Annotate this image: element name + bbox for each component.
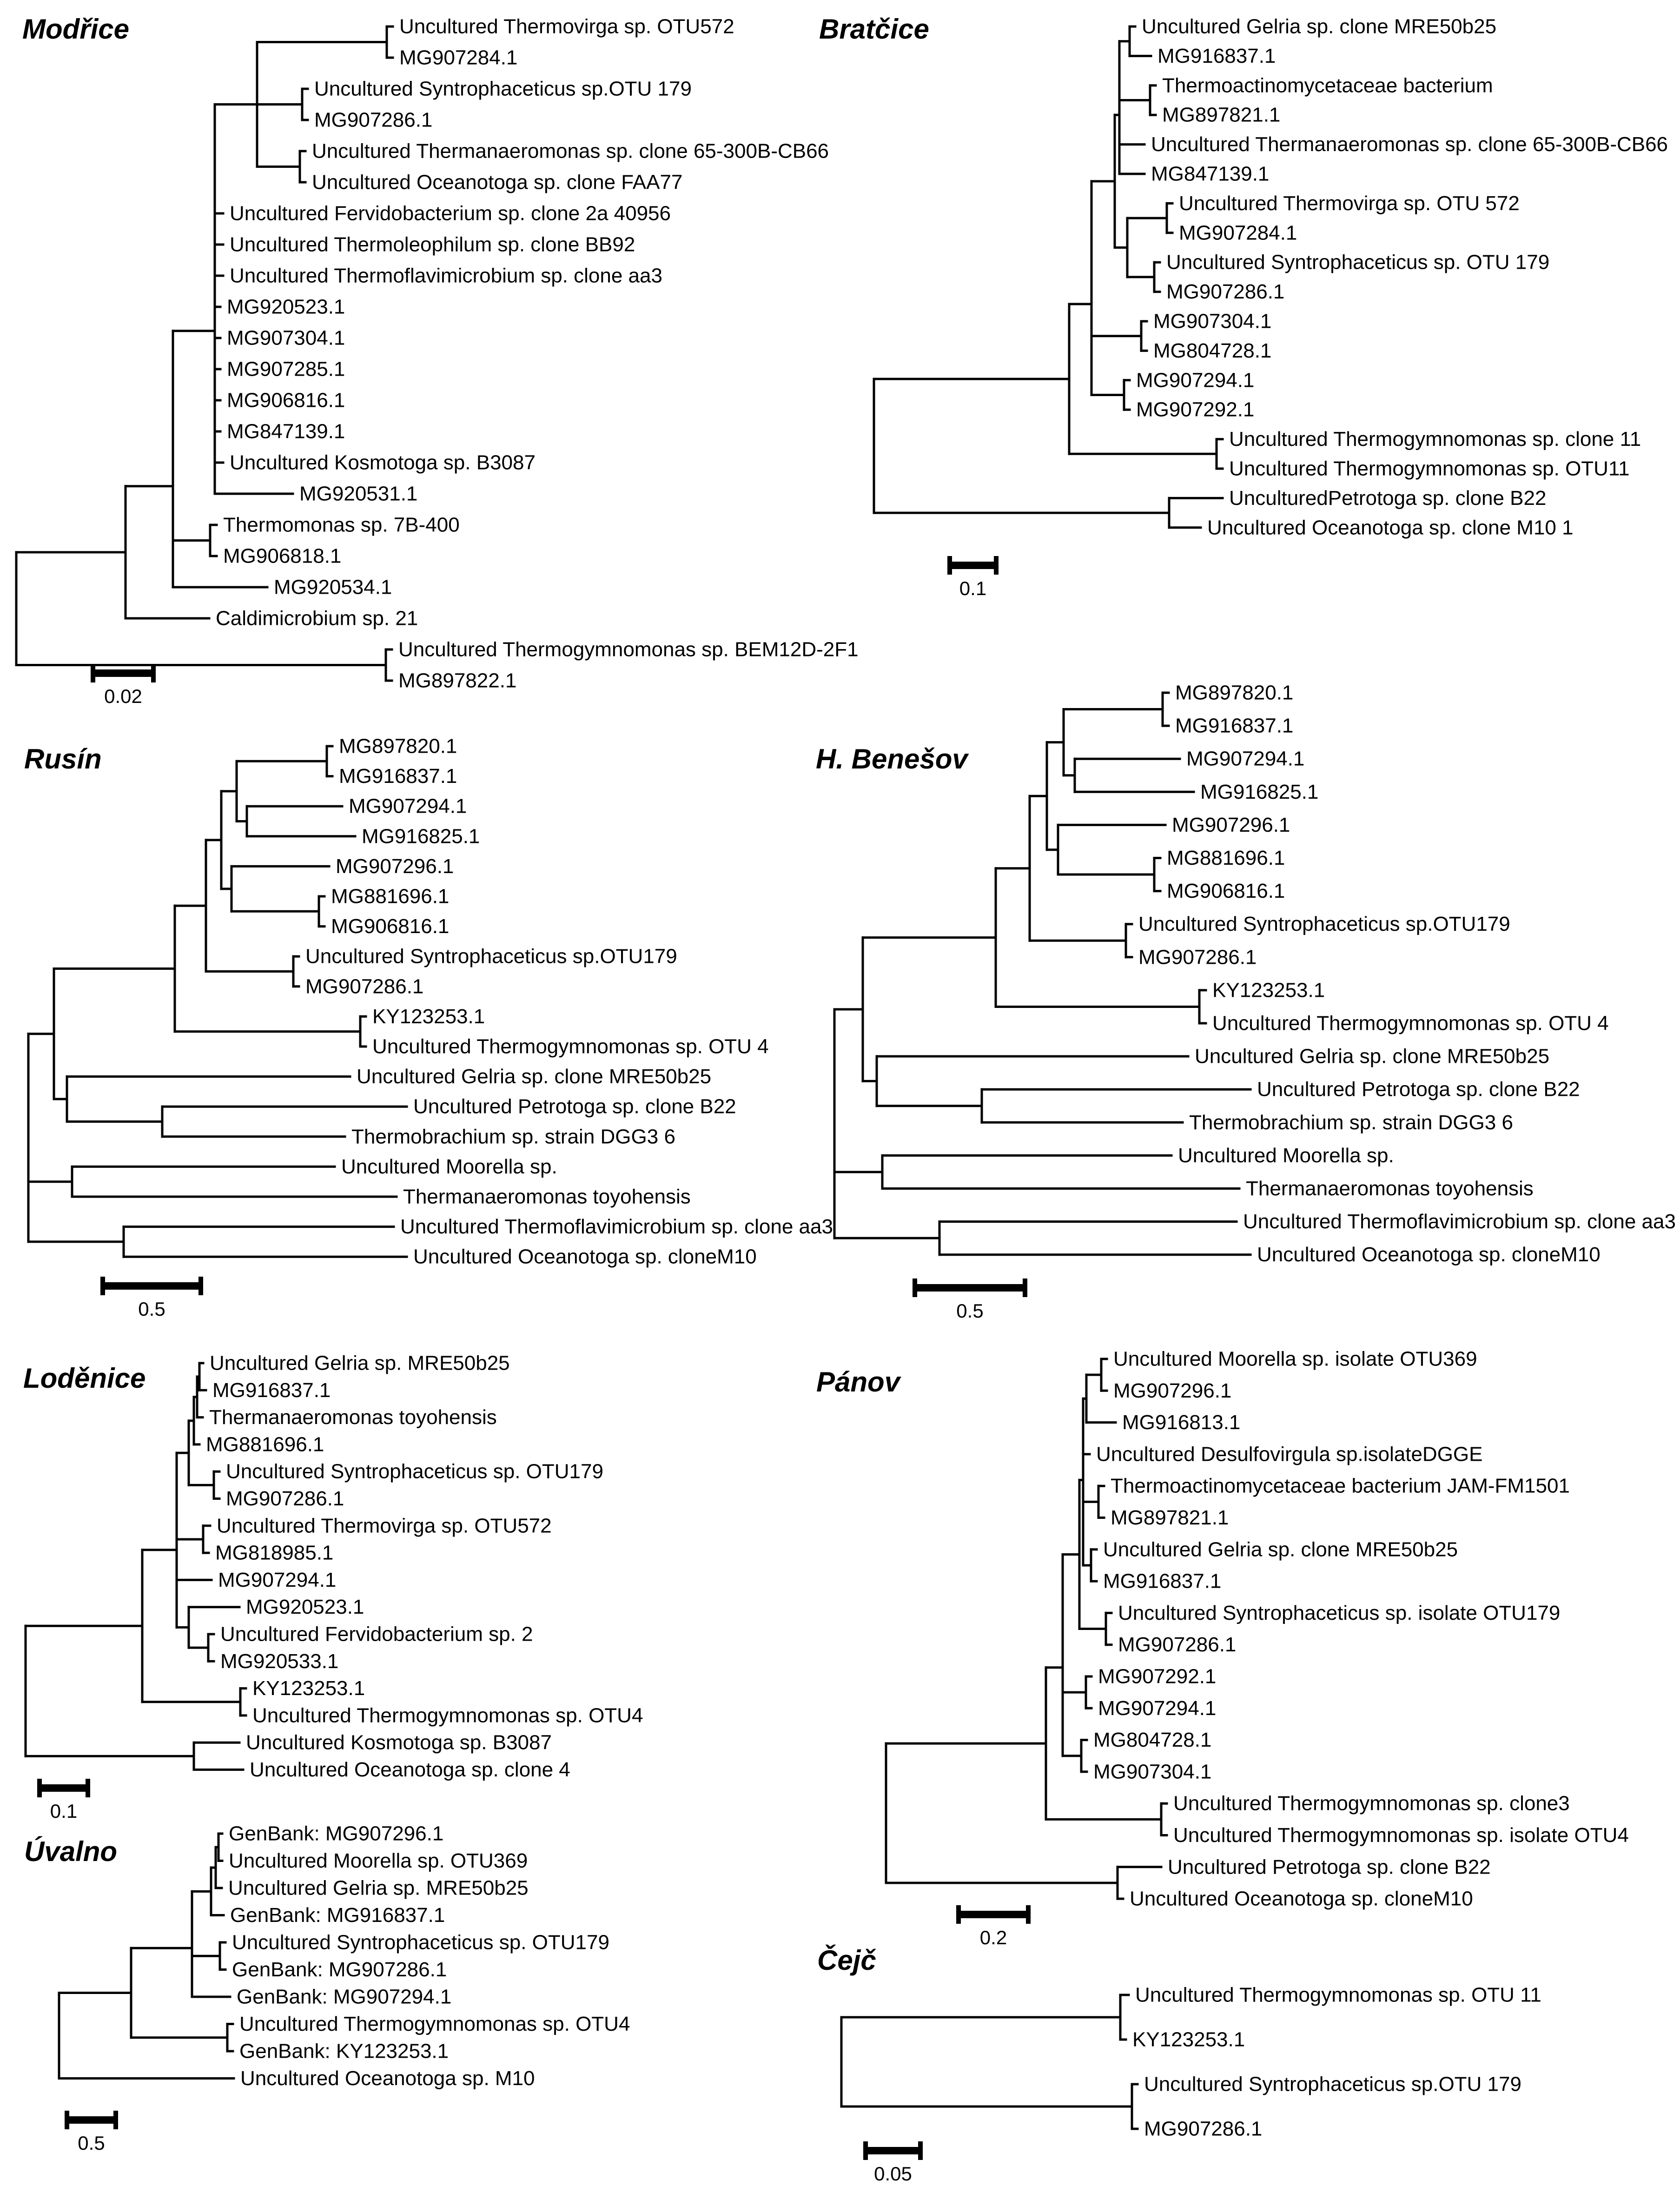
leaf-label: MG881696.1 xyxy=(331,885,450,908)
panel-lodenice xyxy=(26,1352,643,1782)
leaf-label: MG906818.1 xyxy=(223,544,342,568)
scalebar-modrice xyxy=(93,664,153,709)
panel-title-uvalno: Úvalno xyxy=(24,1836,118,1867)
leaf-label: Uncultured Oceanotoga sp. cloneM10 xyxy=(1257,1243,1601,1266)
leaf-label: Uncultured Syntrophaceticus sp.OTU179 xyxy=(1138,913,1510,936)
leaf-label: Uncultured Syntrophaceticus sp. isolate OTU179 xyxy=(1118,1601,1561,1624)
leaf-label: MG907285.1 xyxy=(227,358,345,381)
leaf-label: Uncultured Thermovirga sp. OTU572 xyxy=(217,1514,552,1537)
leaf-label: Uncultured Thermovirga sp. OTU 572 xyxy=(1179,192,1520,215)
leaf-label: MG907296.1 xyxy=(1113,1379,1232,1402)
leaf-label: Uncultured Gelria sp. clone MRE50b25 xyxy=(1103,1538,1458,1561)
leaf-label: MG906816.1 xyxy=(331,915,450,938)
leaf-label: Uncultured Thermogymnomonas sp. OTU 11 xyxy=(1135,1983,1541,2007)
leaf-label: GenBank: MG916837.1 xyxy=(230,1904,445,1927)
leaf-label: KY123253.1 xyxy=(1132,2028,1245,2051)
leaf-label: Uncultured Oceanotoga sp. clone M10 1 xyxy=(1207,516,1574,539)
scalebar-bar xyxy=(67,2116,116,2124)
leaf-label: Uncultured Petrotoga sp. clone B22 xyxy=(413,1095,736,1118)
leaf-label: Uncultured Thermogymnomonas sp. OTU4 xyxy=(239,2013,630,2035)
scalebar-benesov xyxy=(915,1278,1025,1323)
leaf-label: Uncultured Thermogymnomonas sp. OTU4 xyxy=(252,1704,643,1727)
leaf-label: Uncultured Moorella sp. OTU369 xyxy=(229,1849,528,1872)
leaf-label: MG897820.1 xyxy=(339,735,457,758)
leaf-label: Uncultured Oceanotoga sp. clone 4 xyxy=(250,1758,570,1781)
leaf-label: Uncultured Thermoflavimicrobium sp. clone aa3 xyxy=(1243,1210,1676,1233)
leaf-label: Uncultured Oceanotoga sp. M10 xyxy=(240,2067,535,2090)
leaf-label: Uncultured Syntrophaceticus sp.OTU 179 xyxy=(1144,2073,1521,2096)
scalebar-label: 0.5 xyxy=(956,1300,984,1322)
leaf-label: Thermanaeromonas toyohensis xyxy=(209,1406,497,1429)
leaf-label: MG907304.1 xyxy=(1093,1760,1212,1783)
leaf-label: MG920523.1 xyxy=(227,295,345,318)
leaf-label: MG897821.1 xyxy=(1162,103,1281,126)
leaf-label: MG907294.1 xyxy=(1136,369,1255,392)
scalebar-bar xyxy=(959,1911,1028,1918)
leaf-label: Uncultured Thermogymnomonas sp. BEM12D-2F1 xyxy=(398,638,859,661)
scalebar-label: 0.02 xyxy=(104,685,142,707)
scalebar-bar xyxy=(103,1282,201,1290)
scalebar-right-tick xyxy=(86,1779,90,1797)
leaf-label: MG907284.1 xyxy=(1179,221,1297,245)
leaf-label: Thermanaeromonas toyohensis xyxy=(1246,1177,1534,1200)
leaf-label: MG906816.1 xyxy=(227,389,345,412)
leaf-label: Uncultured Thermogymnomonas sp. isolate OTU4 xyxy=(1173,1824,1629,1847)
leaf-label: MG916837.1 xyxy=(1103,1570,1222,1593)
scalebar-bar xyxy=(950,562,996,569)
leaf-label: MG907294.1 xyxy=(1098,1696,1217,1720)
leaf-label: Uncultured Fervidobacterium sp. 2 xyxy=(220,1623,533,1646)
panel-rusin xyxy=(28,735,833,1268)
leaf-label: Uncultured Fervidobacterium sp. clone 2a 40956 xyxy=(230,202,671,225)
leaf-label: Uncultured Oceanotoga sp. cloneM10 xyxy=(1130,1887,1473,1910)
scalebar-label: 0.5 xyxy=(138,1298,165,1320)
leaf-label: Thermoactinomycetaceae bacterium xyxy=(1162,74,1493,97)
leaf-label: Uncultured Thermovirga sp. OTU572 xyxy=(399,15,734,38)
scalebar-left-tick xyxy=(100,1277,105,1295)
leaf-label: MG916837.1 xyxy=(1175,714,1294,737)
scalebar-bar xyxy=(93,669,153,677)
leaf-label: MG907294.1 xyxy=(218,1568,337,1591)
scalebar-bar xyxy=(40,1784,88,1792)
scalebar-right-tick xyxy=(113,2111,118,2129)
leaf-label: MG818985.1 xyxy=(215,1541,334,1564)
scalebar-right-tick xyxy=(1026,1905,1031,1924)
leaf-label: MG907294.1 xyxy=(349,795,467,818)
scalebar-uvalno xyxy=(67,2111,116,2155)
leaf-label: Uncultured Thermoflavimicrobium sp. clone aa3 xyxy=(400,1215,833,1239)
leaf-label: MG906816.1 xyxy=(1167,880,1285,903)
leaf-label: GenBank: MG907296.1 xyxy=(229,1822,444,1845)
leaf-label: Uncultured Petrotoga sp. clone B22 xyxy=(1168,1855,1491,1879)
scalebar-panov xyxy=(959,1905,1028,1950)
leaf-label: Thermoactinomycetaceae bacterium JAM-FM1501 xyxy=(1111,1474,1570,1497)
scalebar-right-tick xyxy=(1023,1278,1027,1297)
scalebar-bar xyxy=(866,2147,920,2154)
leaf-label: Uncultured Syntrophaceticus sp.OTU 179 xyxy=(314,77,692,100)
scalebar-right-tick xyxy=(994,556,999,575)
panel-cejc xyxy=(841,1984,1541,2140)
leaf-label: UnculturedPetrotoga sp. clone B22 xyxy=(1229,486,1547,510)
scalebar-left-tick xyxy=(956,1905,961,1924)
leaf-label: Uncultured Desulfovirgula sp.isolateDGGE xyxy=(1096,1443,1483,1466)
leaf-label: Uncultured Petrotoga sp. clone B22 xyxy=(1257,1078,1580,1101)
leaf-label: Thermanaeromonas toyohensis xyxy=(403,1185,691,1208)
leaf-label: Thermobrachium sp. strain DGG3 6 xyxy=(1189,1111,1513,1134)
leaf-label: Uncultured Gelria sp. MRE50b25 xyxy=(228,1876,529,1900)
leaf-label: Thermomonas sp. 7B-400 xyxy=(223,513,460,537)
leaf-label: MG907292.1 xyxy=(1098,1665,1217,1688)
leaf-label: MG907284.1 xyxy=(399,46,518,69)
leaf-label: MG847139.1 xyxy=(1151,162,1270,185)
leaf-label: MG916825.1 xyxy=(362,825,480,848)
leaf-label: MG847139.1 xyxy=(227,420,345,443)
panel-uvalno xyxy=(59,1822,630,2090)
leaf-label: MG920533.1 xyxy=(220,1649,339,1673)
leaf-label: Uncultured Moorella sp. xyxy=(1178,1144,1394,1167)
leaf-label: MG907304.1 xyxy=(227,326,345,350)
leaf-label: MG907294.1 xyxy=(1186,747,1305,770)
leaf-label: Uncultured Kosmotoga sp. B3087 xyxy=(246,1731,552,1754)
leaf-label: Uncultured Thermanaeromonas sp. clone 65-300B-CB66 xyxy=(1151,133,1668,156)
scalebar-rusin xyxy=(103,1277,201,1321)
leaf-label: Uncultured Gelria sp. clone MRE50b25 xyxy=(1142,15,1497,38)
panel-title-cejc: Čejč xyxy=(817,1945,876,1976)
scalebar-left-tick xyxy=(863,2141,868,2160)
panel-title-bratcice: Bratčice xyxy=(819,13,929,45)
leaf-label: MG920523.1 xyxy=(246,1596,364,1619)
scalebar-label: 0.2 xyxy=(979,1927,1007,1948)
leaf-label: MG897820.1 xyxy=(1175,681,1294,704)
panel-title-panov: Pánov xyxy=(816,1366,900,1398)
scalebar-left-tick xyxy=(91,664,95,682)
leaf-label: Uncultured Syntrophaceticus sp.OTU179 xyxy=(305,945,677,968)
scalebar-label: 0.1 xyxy=(959,577,987,599)
panel-title-benesov: H. Benešov xyxy=(816,743,968,775)
leaf-label: Uncultured Moorella sp. isolate OTU369 xyxy=(1113,1347,1477,1371)
panel-panov xyxy=(886,1348,1629,1910)
scalebar-bar xyxy=(915,1284,1025,1292)
leaf-label: KY123253.1 xyxy=(252,1677,365,1700)
scalebar-left-tick xyxy=(37,1779,42,1797)
leaf-label: MG916837.1 xyxy=(212,1378,331,1402)
leaf-label: Uncultured Gelria sp. clone MRE50b25 xyxy=(357,1065,712,1088)
leaf-label: MG907286.1 xyxy=(1144,2117,1263,2140)
leaf-label: Uncultured Syntrophaceticus sp. OTU179 xyxy=(232,1931,609,1954)
leaf-label: KY123253.1 xyxy=(1212,979,1325,1002)
leaf-label: MG916813.1 xyxy=(1122,1411,1241,1434)
leaf-label: KY123253.1 xyxy=(372,1005,485,1028)
leaf-label: Uncultured Kosmotoga sp. B3087 xyxy=(230,451,536,474)
leaf-label: Uncultured Syntrophaceticus sp. OTU 179 xyxy=(1166,251,1550,274)
leaf-label: MG907304.1 xyxy=(1153,310,1272,333)
scalebar-left-tick xyxy=(65,2111,69,2129)
scalebar-right-tick xyxy=(198,1277,203,1295)
leaf-label: MG881696.1 xyxy=(1167,847,1285,869)
scalebar-label: 0.1 xyxy=(50,1800,78,1822)
leaf-label: Uncultured Thermogymnomonas sp. OTU 4 xyxy=(1212,1012,1609,1035)
panel-title-lodenice: Loděnice xyxy=(23,1363,146,1394)
scalebar-left-tick xyxy=(913,1278,917,1297)
leaf-label: MG920534.1 xyxy=(274,576,392,599)
leaf-label: MG916837.1 xyxy=(1157,44,1276,67)
leaf-label: Uncultured Thermoflavimicrobium sp. clone aa3 xyxy=(230,264,662,287)
scalebar-label: 0.5 xyxy=(78,2132,105,2154)
leaf-label: Uncultured Oceanotoga sp. clone FAA77 xyxy=(312,171,683,194)
leaf-label: MG804728.1 xyxy=(1093,1729,1212,1752)
leaf-label: Uncultured Thermogymnomonas sp. clone3 xyxy=(1173,1792,1570,1815)
leaf-label: MG907286.1 xyxy=(314,108,433,132)
leaf-label: MG920531.1 xyxy=(299,482,418,505)
panel-modrice xyxy=(16,15,859,692)
scalebar-cejc xyxy=(866,2141,920,2186)
leaf-label: GenBank: KY123253.1 xyxy=(239,2040,449,2063)
leaf-label: MG907296.1 xyxy=(336,855,454,878)
scalebar-label: 0.05 xyxy=(874,2163,912,2185)
scalebar-left-tick xyxy=(947,556,952,575)
leaf-label: GenBank: MG907294.1 xyxy=(237,1985,452,2008)
leaf-label: Thermobrachium sp. strain DGG3 6 xyxy=(351,1125,675,1148)
panel-bratcice xyxy=(874,15,1668,539)
leaf-label: Uncultured Gelria sp. clone MRE50b25 xyxy=(1195,1045,1550,1068)
scalebar-bratcice xyxy=(950,556,996,601)
leaf-label: MG907296.1 xyxy=(1172,813,1290,836)
leaf-label: Uncultured Thermoleophilum sp. clone BB92 xyxy=(230,233,635,256)
scalebar-right-tick xyxy=(918,2141,923,2160)
scalebar-lodenice xyxy=(40,1779,88,1823)
leaf-label: Uncultured Gelria sp. MRE50b25 xyxy=(210,1351,510,1375)
leaf-label: Uncultured Thermogymnomonas sp. OTU 4 xyxy=(372,1035,769,1058)
leaf-label: MG907286.1 xyxy=(305,975,424,998)
leaf-label: MG916825.1 xyxy=(1200,780,1319,803)
leaf-label: Uncultured Thermogymnomonas sp. OTU11 xyxy=(1229,457,1630,480)
scalebar-right-tick xyxy=(151,664,156,682)
panel-title-modrice: Modřice xyxy=(22,13,130,45)
leaf-label: GenBank: MG907286.1 xyxy=(232,1958,447,1981)
leaf-label: MG907286.1 xyxy=(1138,946,1257,969)
leaf-label: Uncultured Syntrophaceticus sp. OTU179 xyxy=(226,1460,603,1483)
leaf-label: MG881696.1 xyxy=(206,1433,324,1456)
leaf-label: MG907292.1 xyxy=(1136,398,1255,421)
leaf-label: MG897822.1 xyxy=(398,669,517,692)
leaf-label: Uncultured Moorella sp. xyxy=(341,1155,557,1178)
leaf-label: MG907286.1 xyxy=(226,1487,344,1510)
leaf-label: MG897821.1 xyxy=(1111,1506,1229,1529)
leaf-label: MG916837.1 xyxy=(339,765,457,788)
leaf-label: Caldimicrobium sp. 21 xyxy=(216,607,418,630)
panel-title-rusin: Rusín xyxy=(24,743,102,775)
leaf-label: MG804728.1 xyxy=(1153,339,1272,362)
leaf-label: Uncultured Thermogymnomonas sp. clone 11 xyxy=(1229,428,1641,451)
leaf-label: Uncultured Oceanotoga sp. cloneM10 xyxy=(413,1245,757,1268)
leaf-label: MG907286.1 xyxy=(1166,280,1285,304)
leaf-label: Uncultured Thermanaeromonas sp. clone 65-300B-CB66 xyxy=(312,139,829,163)
leaf-label: MG907286.1 xyxy=(1118,1633,1237,1656)
